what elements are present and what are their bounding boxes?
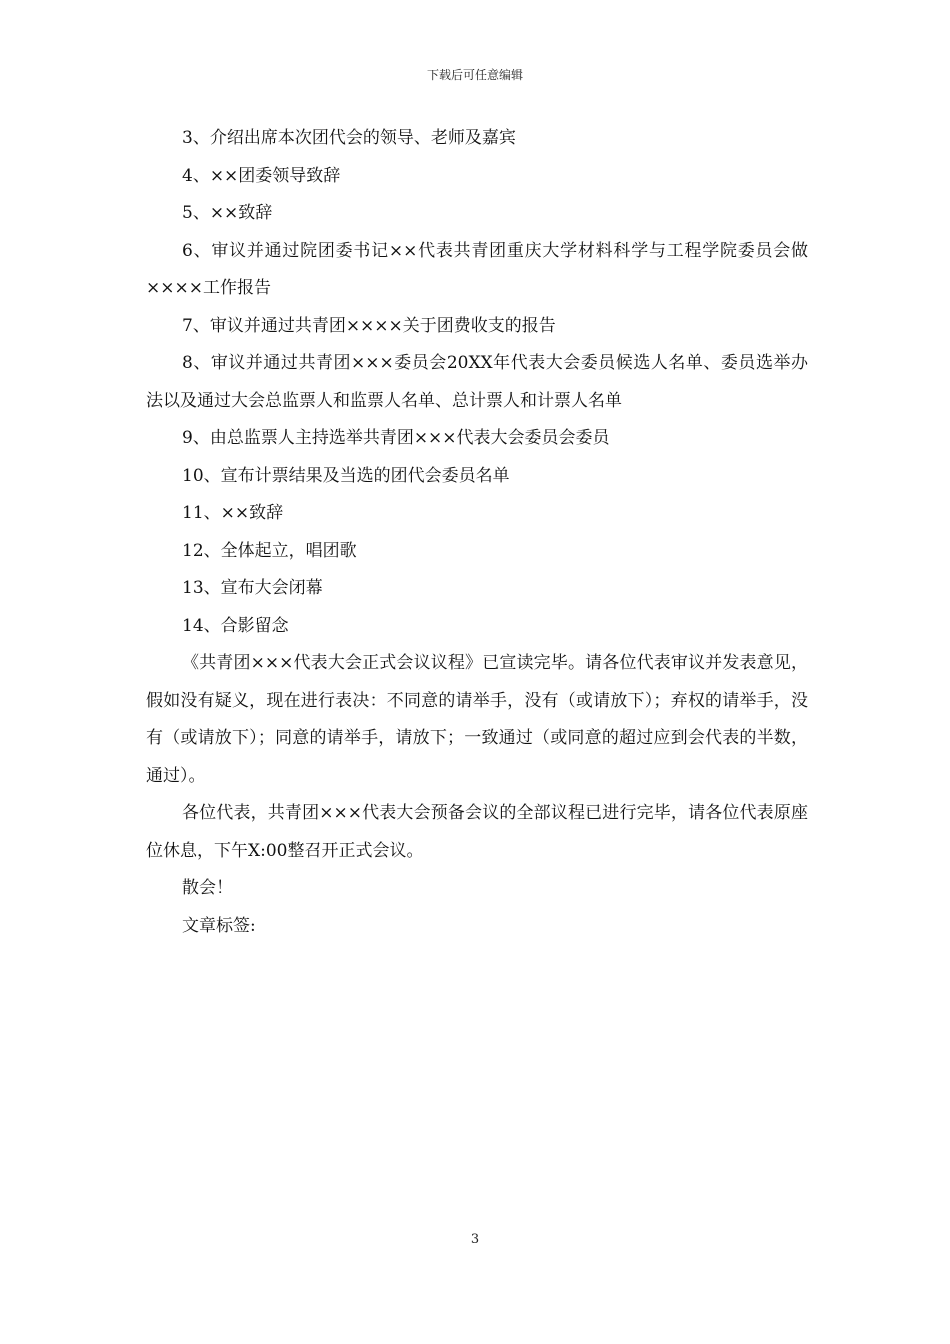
agenda-item-11: 11、××致辞 <box>182 503 284 523</box>
agenda-item-12: 12、全体起立，唱团歌 <box>182 540 357 561</box>
dismiss-line: 散会！ <box>182 878 233 898</box>
closing-paragraph: 各位代表，共青团×××代表大会预备会议的全部议程已进行完毕，请各位代表原座位休息，下午X:00整召开正式会议。 <box>146 803 808 861</box>
page-header-note: 下载后可任意编辑 <box>426 68 523 82</box>
agenda-item-8: 8、审议并通过共青团×××委员会20XX年代表大会委员候选人名单、委员选举办法以及通过大会总监票人和监票人名单、总计票人和计票人名单 <box>146 353 808 411</box>
agenda-item-9: 9、由总监票人主持选举共青团×××代表大会委员会委员 <box>182 428 610 448</box>
article-tags-label: 文章标签: <box>182 915 256 936</box>
agenda-item-6: 6、审议并通过院团委书记××代表共青团重庆大学材料科学与工程学院委员会做××××工作报告 <box>146 240 808 298</box>
agenda-item-14: 14、合影留念 <box>182 615 289 636</box>
document-body <box>146 120 808 945</box>
agenda-item-3: 3、介绍出席本次团代会的领导、老师及嘉宾 <box>182 128 516 148</box>
agenda-item-5: 5、××致辞 <box>182 203 273 223</box>
agenda-item-10: 10、宣布计票结果及当选的团代会委员名单 <box>182 465 510 486</box>
vote-paragraph: 《共青团×××代表大会正式会议议程》已宣读完毕。请各位代表审议并发表意见，假如没有疑义，现在进行表决：不同意的请举手，没有（或请放下）；弃权的请举手，没有（或请放下）；同意的请举手，请放下；一致通过（或同意的超过应到会代表的半数，通过）。 <box>146 653 808 786</box>
page-number: 3 <box>470 1232 480 1247</box>
agenda-item-7: 7、审议并通过共青团××××关于团费收支的报告 <box>182 315 556 336</box>
agenda-item-13: 13、宣布大会闭幕 <box>182 578 323 598</box>
agenda-item-4: 4、××团委领导致辞 <box>182 165 341 186</box>
